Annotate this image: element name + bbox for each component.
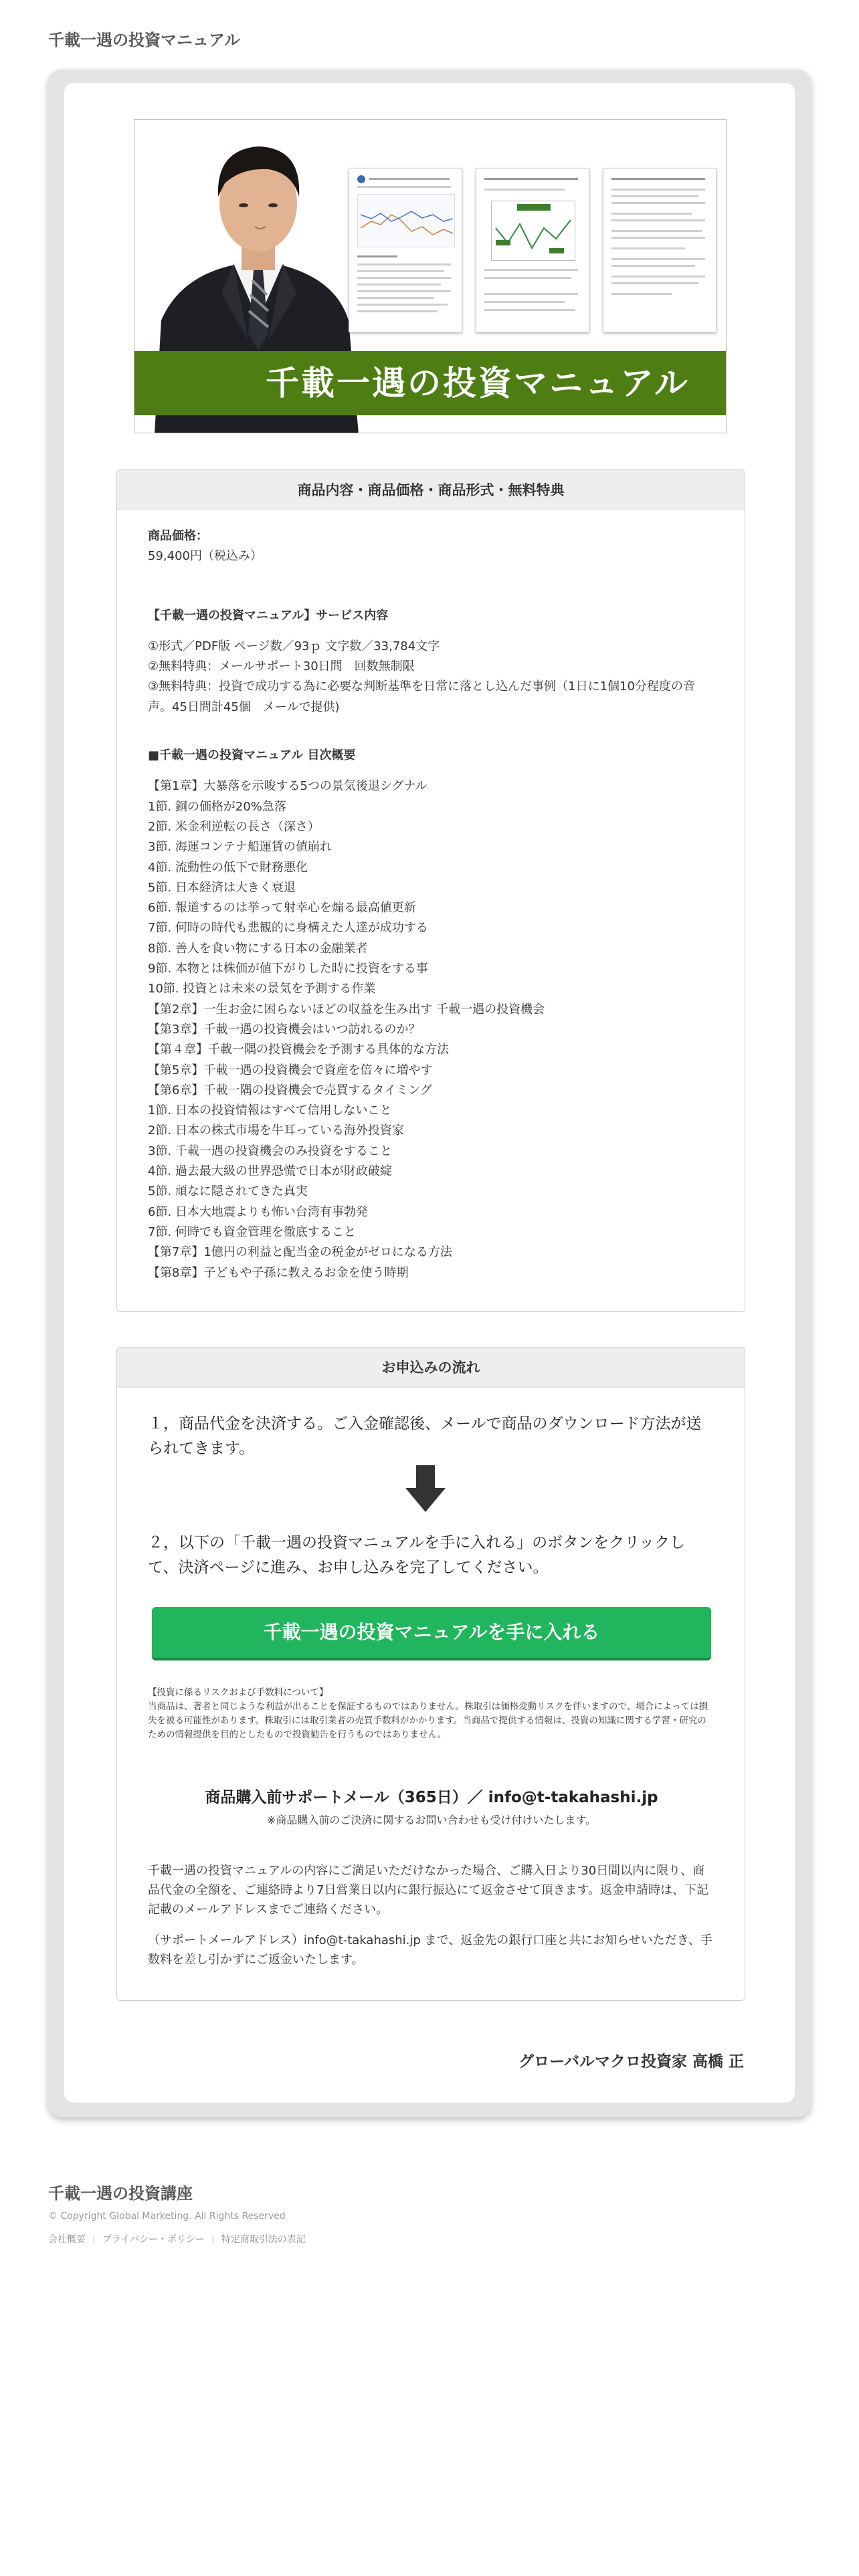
order-flow-heading: お申込みの流れ (117, 1348, 745, 1388)
down-arrow-icon (405, 1465, 446, 1512)
hero-title: 千載一遇の投資マニュアル (266, 364, 690, 403)
toc-item: 1節. 銅の価格が20%急落 (148, 799, 286, 814)
support-address-text: （サポートメールアドレス）info@t-takahashi.jp まで、返金先の銀行口座と共にお知らせいただき、手数料を差し引かずにご返金いたします。 (148, 1933, 712, 1967)
toc-item: 8節. 善人を食い物にする日本の金融業者 (148, 941, 368, 956)
hero-banner (134, 119, 727, 433)
footer-links (48, 2232, 306, 2246)
footer-copyright: © Copyright Global Marketing. All Rights Reserved (48, 2211, 286, 2222)
toc-item: 【第1章】大暴落を示唆する5つの景気後退シグナル (148, 779, 427, 794)
toc-item: 3節. 千載一遇の投資機会のみ投資をすること (148, 1144, 392, 1158)
price-label: 商品価格： (148, 529, 208, 543)
toc-heading: ■千載一遇の投資マニュアル 目次概要 (148, 748, 356, 763)
product-info-heading: 商品内容・商品価格・商品形式・無料特典 (117, 470, 745, 510)
risk-title: 【投資に係るリスクおよび手数料について】 (148, 1687, 328, 1698)
step-1-text: １，商品代金を決済する。ご入金確認後、メールで商品のダウンロード方法が送られてきます。 (148, 1415, 702, 1457)
refund-policy-text: 千載一遇の投資マニュアルの内容にご満足いただけなかった場合、ご購入日より30日間以内に限り、商品代金の全額を、ご連絡時より7日営業日以内に銀行振込にて返金させて頂きます。返金申請時は、下記記載のメールアドレスまでご連絡ください。 (148, 1864, 709, 1917)
toc-item: 5節. 日本経済は大きく衰退 (148, 880, 296, 895)
toc-item: 7節. 何時の時代も悲観的に身構えた人達が成功する (148, 921, 428, 936)
price-value: 59,400円（税込み） (148, 549, 262, 564)
step-2-text: ２，以下の「千載一遇の投資マニュアルを手に入れる」のボタンをクリックして、決済ページに進み、お申し込みを完了してください。 (148, 1534, 686, 1576)
support-note: ※商品購入前のご決済に関するお問い合わせも受け付けいたします。 (266, 1814, 597, 1826)
toc-item: 【第8章】子どもや子孫に教えるお金を使う時期 (148, 1265, 409, 1280)
product-info-box (116, 469, 745, 1312)
service-item: ③無料特典：投資で成功する為に必要な判断基準を日常に落とし込んだ事例（1日に1個10分程度の音声。45日間計45個 メールで提供) (148, 679, 695, 714)
toc-item: 2節. 米金利逆転の長さ（深さ） (148, 819, 320, 834)
risk-text: 当商品は、著者と同じような利益が出ることを保証するものではありません。株取引は価格変動リスクを伴いますので、場合によっては損失を被る可能性があります。株取引には取引業者の売買手数料がかかります。当商品で提供する情報は、投資の知識に関する学習・研究のための情報提供を目的としたもので投資勧告を行うものではありません。 (148, 1701, 708, 1740)
footer-separator: | (211, 2234, 215, 2245)
toc-item: 10節. 投資とは未来の景気を予測する作業 (148, 982, 376, 996)
toc-item: 7節. 何時でも資金管理を徹底すること (148, 1224, 356, 1239)
toc-item: 3節. 海運コンテナ船運賃の値崩れ (148, 840, 332, 855)
toc-item: 5節. 頑なに隠されてきた真実 (148, 1184, 308, 1199)
toc-item: 【第5章】千載一遇の投資機会で資産を倍々に増やす (148, 1063, 433, 1077)
content-frame (48, 70, 811, 2117)
footer-separator: | (92, 2234, 96, 2245)
service-heading: 【千載一遇の投資マニュアル】サービス内容 (148, 608, 389, 623)
footer-link-company[interactable]: 会社概要 (48, 2234, 86, 2245)
author-signature: グローバルマクロ投資家 高橋 正 (518, 2053, 744, 2070)
toc-item: 6節. 日本大地震よりも怖い台湾有事勃発 (148, 1204, 368, 1219)
toc-item: 4節. 流動性の低下で財務悪化 (148, 860, 308, 875)
service-item: ①形式／PDF版 ページ数／93ｐ 文字数／33,784文字 (148, 639, 440, 653)
toc-item: 9節. 本物とは株価が値下がりした時に投資をする事 (148, 962, 428, 976)
service-item: ②無料特典：メールサポート30日間 回数無制限 (148, 659, 415, 674)
toc-item: 6節. 報道するのは挙って射幸心を煽る最高値更新 (148, 901, 416, 916)
toc-item: 【第7章】1億円の利益と配当金の税金がゼロになる方法 (148, 1245, 452, 1260)
toc-item: 【第6章】千載一隅の投資機会で売買するタイミング (148, 1083, 432, 1097)
toc-list (148, 776, 714, 1283)
support-email-line: 商品購入前サポートメール（365日）／ info@t-takahashi.jp (205, 1789, 658, 1806)
site-title[interactable]: 千載一遇の投資マニュアル (48, 31, 241, 49)
footer-title[interactable]: 千載一遇の投資講座 (48, 2184, 193, 2203)
toc-item: 4節. 過去最大級の世界恐慌で日本が財政破綻 (148, 1164, 392, 1179)
order-flow-box (116, 1347, 745, 2001)
content-panel (64, 83, 795, 2103)
footer-link-tokusho[interactable]: 特定商取引法の表記 (221, 2234, 306, 2245)
toc-item: 2節. 日本の株式市場を牛耳っている海外投資家 (148, 1123, 404, 1138)
toc-item: 【第3章】千載一遇の投資機会はいつ訪れるのか？ (148, 1022, 421, 1037)
sample-page-1 (349, 168, 462, 332)
buy-button[interactable]: 千載一遇の投資マニュアルを手に入れる (152, 1607, 711, 1660)
toc-item: 【第４章】千載一隅の投資機会を予測する具体的な方法 (148, 1043, 449, 1057)
toc-item: 1節. 日本の投資情報はすべて信用しないこと (148, 1103, 392, 1118)
footer-link-privacy[interactable]: プライバシー・ポリシー (102, 2234, 205, 2245)
sample-page-3 (603, 168, 717, 332)
toc-item: 【第2章】一生お金に困らないほどの収益を生み出す 千載一遇の投資機会 (148, 1002, 545, 1016)
sample-page-2 (476, 168, 589, 332)
